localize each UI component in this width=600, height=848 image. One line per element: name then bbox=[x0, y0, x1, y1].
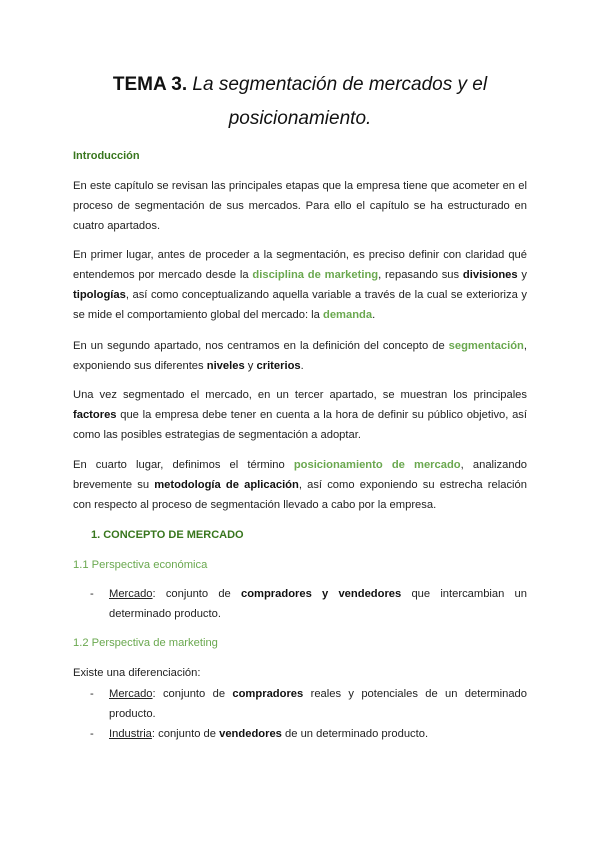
p5-link-posicionamiento: posicionamiento de mercado bbox=[293, 459, 461, 471]
bullet-dash: - bbox=[90, 588, 94, 600]
bullet-part: : conjunto de bbox=[152, 688, 233, 700]
p4-text: Una vez segmentado el mercado, en un tercer apartado, se muestran los principales bbox=[73, 389, 527, 401]
bullet-dash: - bbox=[90, 688, 94, 700]
bullet-part: reales y potenciales de un determinado producto. bbox=[109, 688, 527, 720]
subsection-1-2-heading: 1.2 Perspectiva de marketing bbox=[73, 637, 218, 649]
bullet-part: de un determinado producto. bbox=[281, 728, 429, 740]
paragraph-5 bbox=[73, 455, 527, 515]
bullet-term: Mercado bbox=[109, 688, 153, 700]
p4-text: que la empresa debe tener en cuenta a la hora de definir su público objetivo, así como las posibles estrategias de segmentación a adoptar. bbox=[73, 409, 527, 441]
p3-bold-criterios: criterios bbox=[256, 360, 301, 372]
paragraph-4 bbox=[73, 385, 527, 445]
bullet-term: Industria bbox=[109, 728, 152, 740]
bullet-bold: vendedores bbox=[219, 728, 282, 740]
p2-link-demanda: demanda bbox=[322, 309, 373, 321]
p3-text: . bbox=[300, 360, 304, 372]
p2-text: , repasando sus bbox=[378, 269, 463, 281]
bullet-item bbox=[90, 584, 527, 624]
paragraph-6: Existe una diferenciación: bbox=[73, 667, 201, 679]
bullet-text bbox=[109, 684, 527, 724]
p3-link-segmentacion: segmentación bbox=[448, 340, 524, 352]
p3-text: , exponiendo sus diferentes bbox=[73, 340, 527, 372]
p3-text: y bbox=[244, 360, 257, 372]
p2-bold-divisiones: divisiones bbox=[462, 269, 518, 281]
bullet-bold: compradores bbox=[232, 688, 304, 700]
p2-text: En primer lugar, antes de proceder a la segmentación, es preciso definir con claridad qué entendemos por mercado desde la bbox=[73, 249, 527, 281]
p2-text: . bbox=[372, 309, 376, 321]
page-title bbox=[60, 68, 540, 136]
section-1-heading: 1. CONCEPTO DE MERCADO bbox=[91, 529, 244, 541]
p2-link-disciplina: disciplina de marketing bbox=[252, 269, 379, 281]
p3-text: En un segundo apartado, nos centramos en la definición del concepto de bbox=[73, 340, 449, 352]
p3-bold-niveles: niveles bbox=[206, 360, 245, 372]
bullet-text bbox=[109, 724, 527, 744]
paragraph-1: En este capítulo se revisan las principales etapas que la empresa tiene que acometer en el proceso de segmentación de sus mercados. Para ello el capítulo se ha estructurado en cuatro apartados. bbox=[73, 180, 527, 232]
bullet-term: Mercado bbox=[109, 588, 153, 600]
bullet-item bbox=[90, 684, 527, 724]
title-number: TEMA 3. bbox=[112, 74, 188, 95]
paragraph-2 bbox=[73, 245, 527, 325]
bullet-part: : conjunto de bbox=[152, 588, 241, 600]
p2-text: y bbox=[517, 269, 528, 281]
bullet-text bbox=[109, 584, 527, 624]
bullet-part: : conjunto de bbox=[151, 728, 220, 740]
paragraph-3 bbox=[73, 336, 527, 376]
p4-bold-factores: factores bbox=[73, 409, 117, 421]
bullet-dash: - bbox=[90, 728, 94, 740]
p2-text: , así como conceptualizando aquella variable a través de la cual se exterioriza y se mide el comportamiento global del mercado: la bbox=[73, 289, 527, 321]
p5-text: En cuarto lugar, definimos el término bbox=[73, 459, 294, 471]
p5-bold-metodologia: metodología de aplicación bbox=[154, 479, 299, 491]
p2-bold-tipologias: tipologías bbox=[73, 289, 126, 301]
subsection-1-1-heading: 1.1 Perspectiva económica bbox=[73, 559, 208, 571]
p5-text: , así como exponiendo su estrecha relación con respecto al proceso de segmentación llevado a cabo por la empresa. bbox=[73, 479, 527, 511]
bullet-part: que intercambian un determinado producto. bbox=[109, 588, 528, 620]
intro-heading: Introducción bbox=[73, 150, 140, 162]
title-text: La segmentación de mercados y el posicionamiento. bbox=[192, 74, 488, 129]
bullet-bold: compradores y vendedores bbox=[240, 588, 402, 600]
bullet-item bbox=[90, 724, 527, 744]
p5-text: , analizando brevemente su bbox=[73, 459, 528, 491]
